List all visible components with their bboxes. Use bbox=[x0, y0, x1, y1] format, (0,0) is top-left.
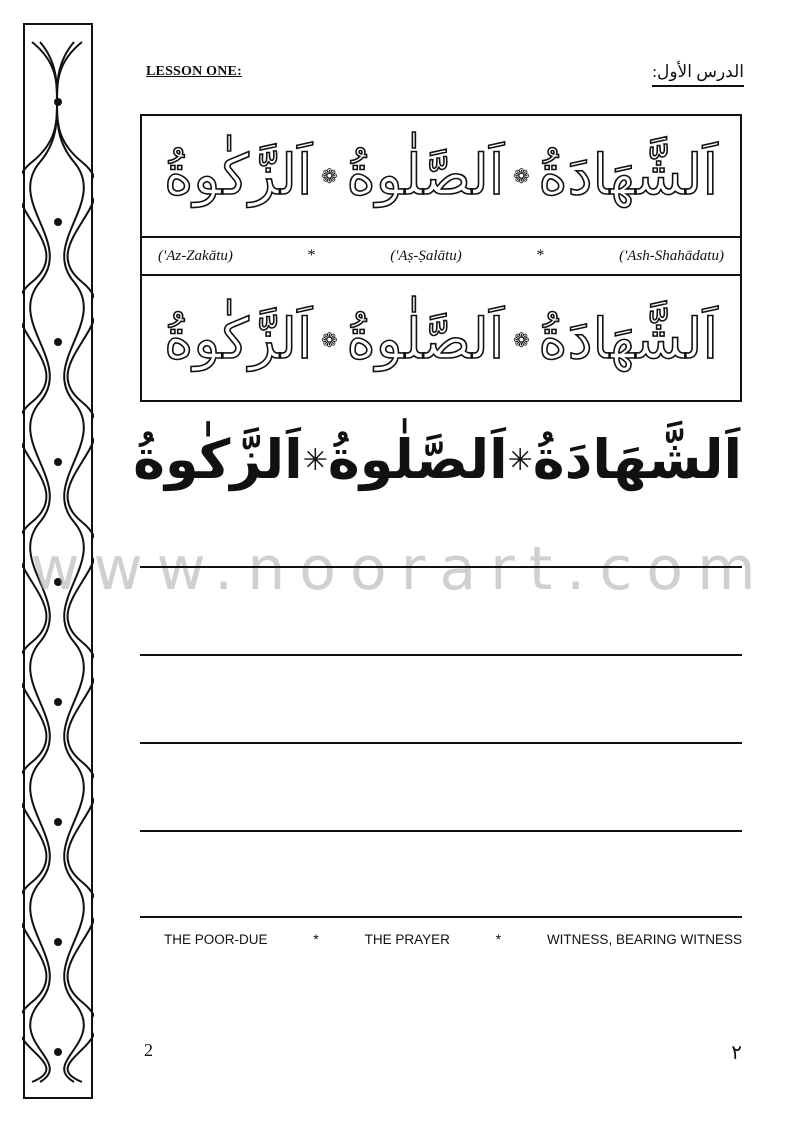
page-number-english: 2 bbox=[144, 1040, 153, 1060]
transliteration-shahadah: ('Ash-Shahādatu) bbox=[619, 247, 724, 264]
writing-line-4 bbox=[140, 830, 742, 832]
trace-word-salah: اَلصَّلٰوةُ bbox=[346, 307, 505, 372]
tracing-box bbox=[140, 114, 742, 402]
star-separator-icon: ✳ bbox=[507, 442, 533, 478]
trace-row-2 bbox=[142, 280, 740, 400]
meaning-shahadah: WITNESS, BEARING WITNESS bbox=[546, 932, 742, 947]
trace-word-zakah: اَلزَّكٰوةُ bbox=[164, 307, 313, 372]
trace-word-shahadah: اَلشَّهَادَةُ bbox=[538, 307, 718, 372]
writing-line-3 bbox=[140, 742, 742, 744]
flower-separator-icon: ❁ bbox=[321, 328, 338, 352]
trace-word-shahadah: اَلشَّهَادَةُ bbox=[538, 143, 718, 208]
asterisk-separator: * bbox=[495, 932, 502, 947]
flower-separator-icon: ❁ bbox=[512, 328, 530, 352]
flower-separator-icon: ❁ bbox=[512, 164, 530, 188]
trace-word-salah: اَلصَّلٰوةُ bbox=[346, 143, 505, 208]
meaning-zakah: THE POOR-DUE bbox=[164, 932, 268, 947]
writing-line-5 bbox=[140, 916, 742, 918]
meaning-salah: THE PRAYER bbox=[364, 932, 450, 947]
watermark: www.noorart.com bbox=[30, 534, 770, 604]
lesson-title-arabic: الدرس الأول: bbox=[652, 62, 744, 87]
trace-word-zakah: اَلزَّكٰوةُ bbox=[164, 143, 313, 208]
flower-separator-icon: ❁ bbox=[321, 164, 338, 188]
star-separator-icon: ✳ bbox=[302, 442, 328, 478]
lesson-title-english: LESSON ONE: bbox=[146, 64, 242, 79]
bold-word-salah: اَلصَّلٰوةُ bbox=[327, 428, 508, 491]
bold-words-row bbox=[133, 420, 742, 500]
transliteration-zakah: ('Az-Zakātu) bbox=[158, 247, 233, 264]
transliteration-salah: ('Aṣ-Ṣalātu) bbox=[390, 247, 462, 264]
writing-line-2 bbox=[140, 654, 742, 656]
asterisk-separator: * bbox=[307, 247, 316, 264]
writing-line-1 bbox=[140, 566, 742, 568]
bold-word-shahadah: اَلشَّهَادَةُ bbox=[532, 428, 742, 491]
bold-word-zakah: اَلزَّكٰوةُ bbox=[133, 428, 303, 491]
asterisk-separator: * bbox=[536, 247, 545, 264]
trace-row-1 bbox=[142, 116, 740, 236]
asterisk-separator: * bbox=[313, 932, 319, 947]
english-meanings bbox=[164, 932, 742, 947]
page-number-arabic: ٢ bbox=[731, 1040, 742, 1064]
transliteration-row bbox=[142, 236, 740, 276]
